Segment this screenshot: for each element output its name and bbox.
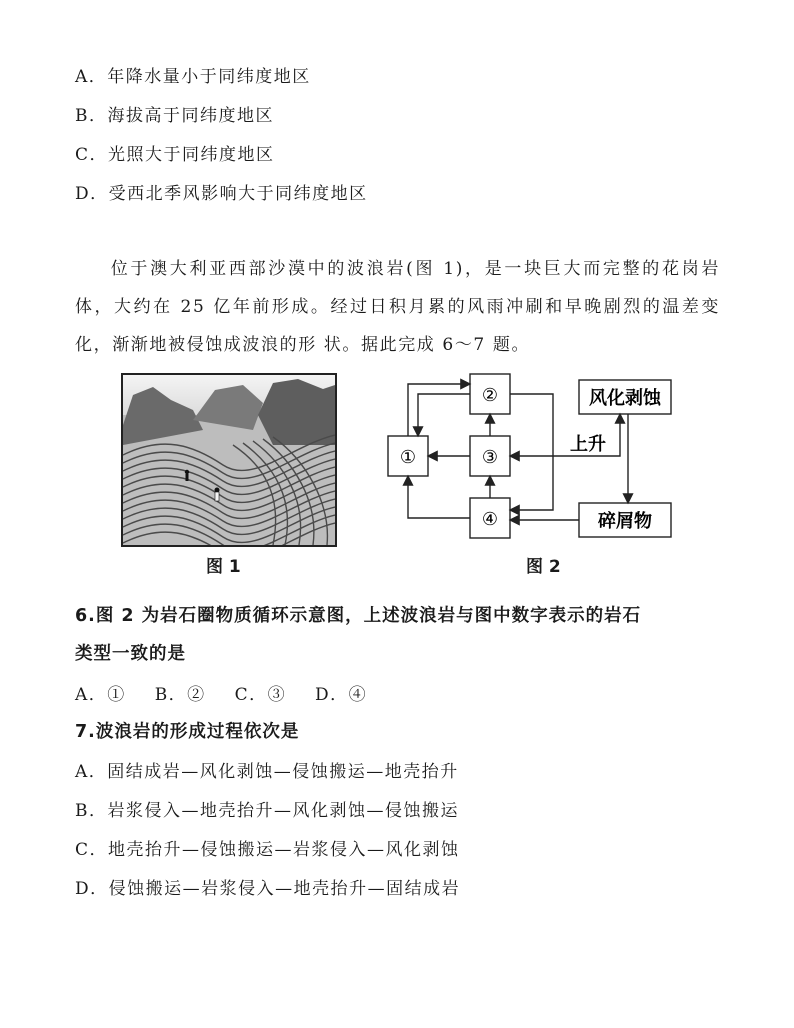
prev-option-b: B．海拔高于同纬度地区 <box>75 106 274 126</box>
q6-option-b: B．② <box>154 685 206 705</box>
q6-option-c: C．③ <box>234 685 287 705</box>
node-2-label: ② <box>481 385 499 406</box>
q6-stem-line2: 类型一致的是 <box>75 644 186 664</box>
passage: 位于澳大利亚西部沙漠中的波浪岩(图 1)，是一块巨大而完整的花岗岩体，大约在 25 亿年前形成。经过日积月累的风雨冲刷和早晚剧烈的温差变化，渐渐地被侵蚀成波浪的形 状。据此完成 6～7 题。 <box>75 259 720 355</box>
q7-option-b: B．岩浆侵入—地壳抬升—风化剥蚀—侵蚀搬运 <box>75 801 459 821</box>
figure1-caption: 图 1 <box>206 557 241 577</box>
prev-option-d: D．受西北季风影响大于同纬度地区 <box>75 184 368 204</box>
rock-cycle-svg <box>380 370 710 540</box>
rock-cycle-diagram <box>380 370 710 544</box>
q7-option-a: A．固结成岩—风化剥蚀—侵蚀搬运—地壳抬升 <box>75 762 459 782</box>
node-3-label: ③ <box>481 447 499 468</box>
wave-rock-image <box>123 375 335 545</box>
q7-option-d: D．侵蚀搬运—岩浆侵入—地壳抬升—固结成岩 <box>75 879 461 899</box>
q6-stem-line1: 6.图 2 为岩石圈物质循环示意图，上述波浪岩与图中数字表示的岩石 <box>75 606 642 626</box>
debris-label: 碎屑物 <box>598 511 652 532</box>
figure2-caption: 图 2 <box>526 557 561 577</box>
q6-option-d: D．④ <box>315 685 368 705</box>
prev-option-a: A．年降水量小于同纬度地区 <box>75 67 311 87</box>
prev-option-c: C．光照大于同纬度地区 <box>75 145 275 165</box>
q6-option-a: A．① <box>75 685 126 705</box>
q6-options <box>75 680 389 705</box>
node-1-label: ① <box>399 447 417 468</box>
node-4-label: ④ <box>481 509 499 530</box>
q7-stem: 7.波浪岩的形成过程依次是 <box>75 722 300 742</box>
weathering-label: 风化剥蚀 <box>589 388 661 409</box>
uplift-label: 上升 <box>570 434 606 455</box>
wave-rock-photo <box>121 373 337 547</box>
q7-option-c: C．地壳抬升—侵蚀搬运—岩浆侵入—风化剥蚀 <box>75 840 460 860</box>
